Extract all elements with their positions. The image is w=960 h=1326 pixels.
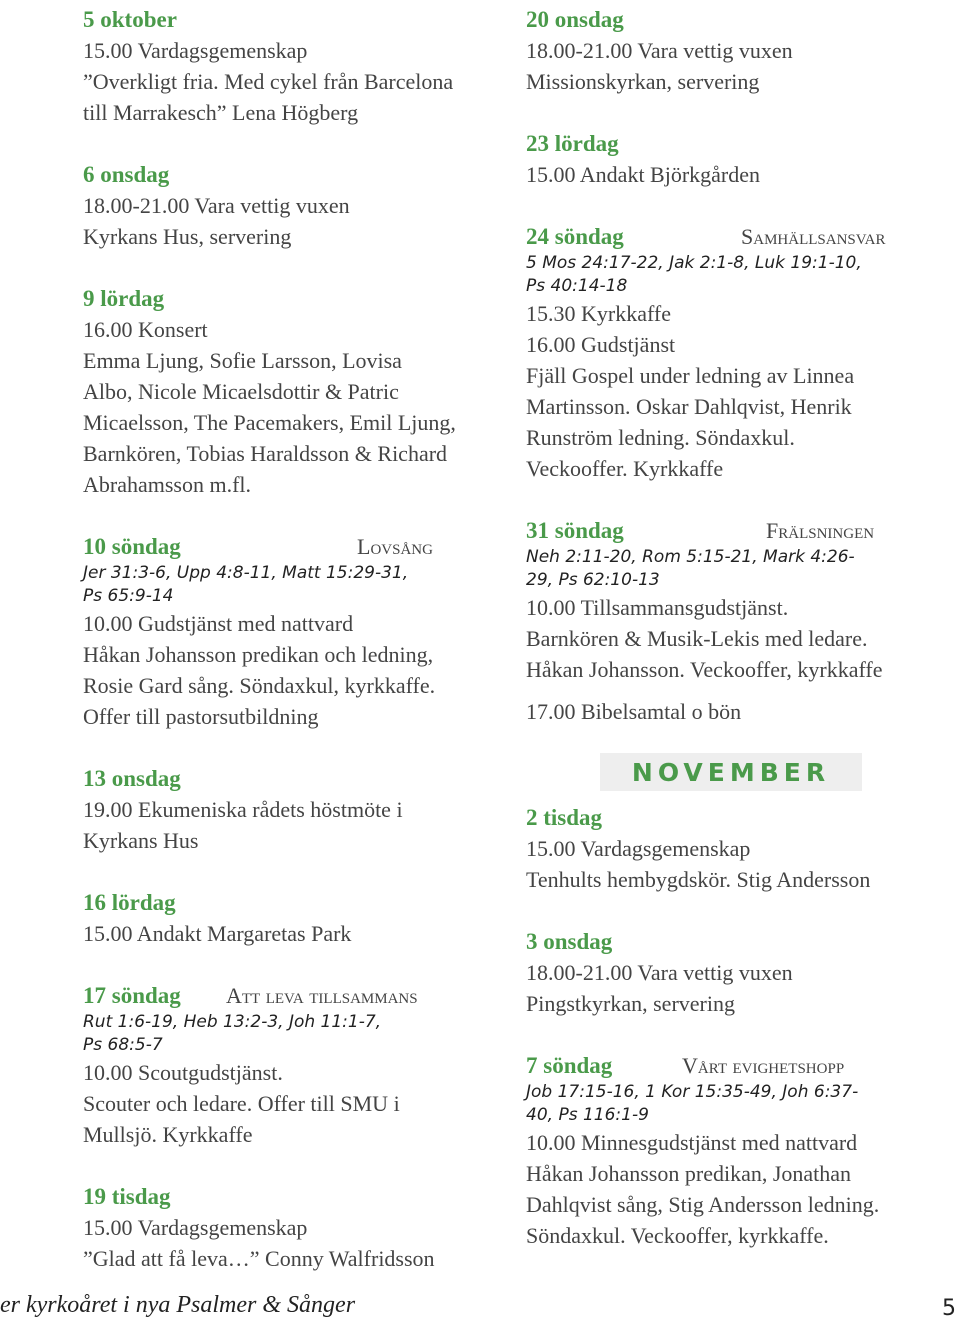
sunday-theme: Samhällsansvar (741, 224, 886, 249)
event-line: Pingstkyrkan, servering (526, 991, 735, 1016)
event-line: Söndaxkul. Veckooffer, kyrkkaffe. (526, 1223, 829, 1248)
bible-verses: 40, Ps 116:1-9 (526, 1105, 649, 1125)
event-2-tisdag (526, 802, 946, 895)
event-line: 16.00 Gudstjänst (526, 332, 676, 357)
event-10-sondag (83, 531, 513, 732)
event-line: 15.00 Andakt Margaretas Park (83, 921, 352, 946)
event-line: Emma Ljung, Sofie Larsson, Lovisa (83, 348, 402, 373)
event-line: 10.00 Gudstjänst med nattvard (83, 611, 354, 636)
event-24-sondag (526, 221, 946, 484)
event-line: Fjäll Gospel under ledning av Linnea (526, 363, 855, 388)
event-5-oktober (83, 4, 513, 128)
event-line: Scouter och ledare. Offer till SMU i (83, 1091, 400, 1116)
event-line: Veckooffer. Kyrkkaffe (526, 456, 724, 481)
sunday-theme: Att leva tillsammans (226, 983, 418, 1008)
left-column (83, 4, 513, 1274)
event-day: 19 tisdag (83, 1184, 171, 1209)
event-9-lordag (83, 283, 513, 500)
event-line: Missionskyrkan, servering (526, 69, 760, 94)
event-line: ”Glad att få leva…” Conny Walfridsson (83, 1246, 435, 1271)
event-line: ”Overkligt fria. Med cykel från Barcelona (83, 69, 454, 94)
event-line: Barnkören, Tobias Haraldsson & Richard (83, 441, 448, 466)
event-line: Micaelsson, The Pacemakers, Emil Ljung, (83, 410, 456, 435)
event-line: 16.00 Konsert (83, 317, 208, 342)
event-line: 18.00-21.00 Vara vettig vuxen (526, 960, 793, 985)
event-line: 18.00-21.00 Vara vettig vuxen (83, 193, 350, 218)
event-line: 10.00 Tillsammansgudstjänst. (526, 595, 789, 620)
event-17-sondag (83, 980, 513, 1150)
event-line: Runström ledning. Söndaxkul. (526, 425, 795, 450)
page-footer (0, 1290, 960, 1326)
event-line: Tenhults hembygdskör. Stig Andersson (526, 867, 871, 892)
footer-text: er kyrkoåret i nya Psalmer & Sånger (0, 1292, 356, 1318)
event-day: 20 onsdag (526, 7, 624, 32)
event-day: 6 onsdag (83, 162, 170, 187)
bible-verses: Neh 2:11-20, Rom 5:15-21, Mark 4:26- (526, 547, 855, 567)
event-line: Håkan Johansson predikan och ledning, (83, 642, 434, 667)
month-heading-november (600, 753, 862, 791)
event-6-onsdag (83, 159, 513, 252)
event-3-onsdag (526, 926, 946, 1019)
event-line: 17.00 Bibelsamtal o bön (526, 699, 742, 724)
bible-verses: Ps 68:5-7 (83, 1035, 163, 1055)
bible-verses: Ps 65:9-14 (83, 586, 174, 606)
sunday-theme: Frälsningen (766, 518, 875, 543)
event-day: 23 lördag (526, 131, 619, 156)
event-line: 10.00 Minnesgudstjänst med nattvard (526, 1130, 858, 1155)
event-20-onsdag (526, 4, 946, 97)
event-line: Håkan Johansson. Veckooffer, kyrkkaffe (526, 657, 883, 682)
event-line: Offer till pastorsutbildning (83, 704, 319, 729)
event-line: till Marrakesch” Lena Högberg (83, 100, 359, 125)
bible-verses: Job 17:15-16, 1 Kor 15:35-49, Joh 6:37- (526, 1082, 859, 1102)
event-day: 2 tisdag (526, 805, 603, 830)
bible-verses: Rut 1:6-19, Heb 13:2-3, Joh 11:1-7, (83, 1012, 382, 1032)
event-day: 17 söndag (83, 983, 181, 1008)
event-day: 5 oktober (83, 7, 177, 32)
event-line: Kyrkans Hus, servering (83, 224, 292, 249)
event-day: 9 lördag (83, 286, 165, 311)
event-day: 24 söndag (526, 224, 624, 249)
bible-verses: Ps 40:14-18 (526, 276, 628, 296)
event-line: Abrahamsson m.fl. (83, 472, 252, 497)
event-line: 15.00 Vardagsgemenskap (526, 836, 751, 861)
event-line: Mullsjö. Kyrkkaffe (83, 1122, 253, 1147)
event-day: 13 onsdag (83, 766, 181, 791)
event-line: Rosie Gard sång. Söndaxkul, kyrkkaffe. (83, 673, 436, 698)
bible-verses: 5 Mos 24:17-22, Jak 2:1-8, Luk 19:1-10, (526, 253, 862, 273)
right-column (526, 4, 946, 1251)
event-line: Barnkören & Musik-Lekis med ledare. (526, 626, 868, 651)
event-19-tisdag (83, 1181, 513, 1274)
event-line: Kyrkans Hus (83, 828, 199, 853)
event-line: 15.00 Andakt Björkgården (526, 162, 761, 187)
month-heading-text: NOVEMBER (631, 757, 831, 787)
event-line: Håkan Johansson predikan, Jonathan (526, 1161, 852, 1186)
event-day: 16 lördag (83, 890, 176, 915)
bible-verses: 29, Ps 62:10-13 (526, 570, 660, 590)
event-line: 15.00 Vardagsgemenskap (83, 1215, 308, 1240)
event-line: 15.00 Vardagsgemenskap (83, 38, 308, 63)
event-line: 19.00 Ekumeniska rådets höstmöte i (83, 797, 403, 822)
event-line: Albo, Nicole Micaelsdottir & Patric (83, 379, 399, 404)
event-16-lordag (83, 887, 513, 949)
event-7-sondag (526, 1050, 946, 1251)
event-line: 18.00-21.00 Vara vettig vuxen (526, 38, 793, 63)
event-13-onsdag (83, 763, 513, 856)
event-line: Dahlqvist sång, Stig Andersson ledning. (526, 1192, 880, 1217)
event-23-lordag (526, 128, 946, 190)
sunday-theme: Lovsång (357, 534, 433, 559)
event-line: Martinsson. Oskar Dahlqvist, Henrik (526, 394, 852, 419)
event-31-sondag (526, 515, 946, 727)
event-day: 31 söndag (526, 518, 624, 543)
event-line: 10.00 Scoutgudstjänst. (83, 1060, 283, 1085)
page-number: 5 (942, 1296, 956, 1321)
event-day: 7 söndag (526, 1053, 613, 1078)
bible-verses: Jer 31:3-6, Upp 4:8-11, Matt 15:29-31, (83, 563, 409, 583)
event-day: 10 söndag (83, 534, 181, 559)
event-line: 15.30 Kyrkkaffe (526, 301, 671, 326)
sunday-theme: Vårt evighetshopp (682, 1053, 845, 1078)
event-day: 3 onsdag (526, 929, 613, 954)
